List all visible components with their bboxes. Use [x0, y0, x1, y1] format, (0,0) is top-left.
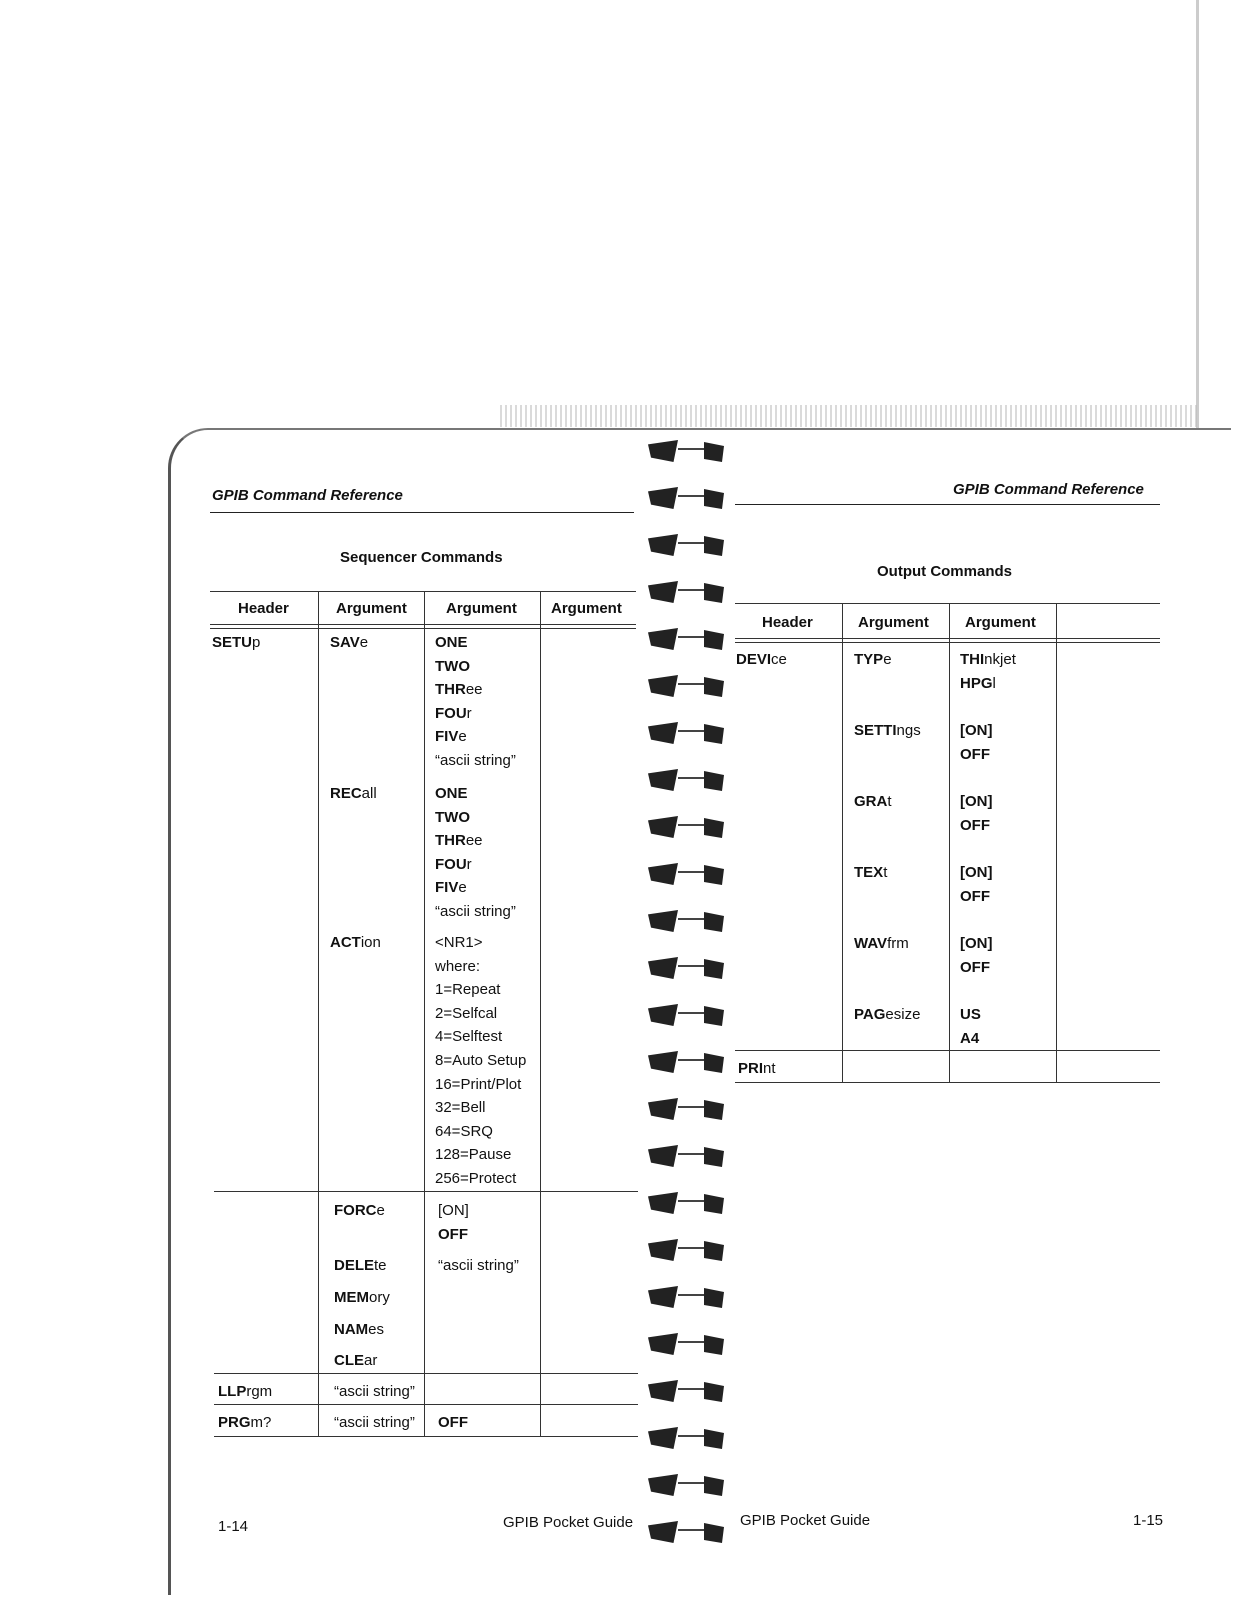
column-header: Header: [762, 614, 813, 631]
argument-value: FOUr: [435, 704, 472, 722]
row-rule: [735, 1050, 1160, 1051]
argument-value: [ON]: [960, 722, 993, 739]
row-argument: TEXt: [854, 864, 888, 881]
column-divider: [1056, 603, 1057, 1083]
argument-value: 2=Selfcal: [435, 1004, 498, 1022]
binding-ring: [648, 855, 738, 893]
binding-ring: [648, 808, 738, 846]
column-divider: [949, 603, 950, 1083]
argument-value: OFF: [960, 958, 990, 976]
row-argument: MEMory: [334, 1289, 390, 1306]
right-section-title: Output Commands: [877, 563, 1012, 580]
argument-value: “ascii string”: [438, 1257, 519, 1274]
binding-ring: [648, 714, 738, 752]
binding-ring: [648, 432, 738, 470]
argument-value: TWO: [435, 657, 470, 675]
column-header: Argument: [336, 600, 407, 617]
binding-ring: [648, 526, 738, 564]
row-argument: CLEar: [334, 1352, 378, 1369]
argument-value: THInkjet: [960, 651, 1016, 668]
column-header: Argument: [551, 600, 622, 617]
row-argument: SETTIngs: [854, 722, 921, 739]
binding-ring: [648, 1043, 738, 1081]
binding-ring: [648, 1278, 738, 1316]
argument-value: [ON]: [960, 864, 993, 881]
argument-value: FIVe: [435, 879, 467, 897]
argument-value: FIVe: [435, 728, 467, 746]
table-top-rule: [210, 591, 636, 592]
right-running-title: GPIB Command Reference: [953, 481, 1144, 498]
left-footer-title: GPIB Pocket Guide: [503, 1514, 634, 1531]
argument-value: OFF: [438, 1225, 468, 1243]
page-edge-shadow: [1196, 0, 1199, 430]
column-header: Argument: [965, 614, 1036, 631]
argument-value: US: [960, 1006, 981, 1023]
binding-ring: [648, 667, 738, 705]
row-argument: RECall: [330, 785, 377, 802]
row-argument: NAMes: [334, 1321, 385, 1338]
right-page-number: 1-15: [1133, 1512, 1164, 1529]
column-header: Argument: [858, 614, 929, 631]
argument-value: ONE: [435, 785, 468, 802]
argument-value: THRee: [435, 681, 483, 699]
right-header-rule: [735, 504, 1160, 505]
column-header: Argument: [446, 600, 517, 617]
binding-ring: [648, 1325, 738, 1363]
argument-value: THRee: [435, 832, 483, 850]
argument-value: where:: [435, 957, 481, 975]
binding-ring: [648, 1513, 738, 1551]
row-rule: [214, 1191, 638, 1192]
row-argument: “ascii string”: [334, 1414, 415, 1431]
row-argument: TYPe: [854, 651, 892, 668]
column-divider: [842, 603, 843, 1083]
argument-value: 256=Protect: [435, 1170, 517, 1187]
argument-value: 8=Auto Setup: [435, 1052, 527, 1069]
argument-value: 32=Bell: [435, 1099, 486, 1117]
argument-value: [ON]: [960, 935, 993, 952]
right-footer-title: GPIB Pocket Guide: [740, 1512, 871, 1529]
row-argument: GRAt: [854, 793, 892, 810]
argument-value: “ascii string”: [435, 903, 516, 920]
column-header: Header: [238, 600, 289, 617]
row-argument: “ascii string”: [334, 1383, 415, 1400]
argument-value: OFF: [438, 1414, 468, 1431]
row-argument: SAVe: [330, 634, 369, 651]
row-header: PRGm?: [218, 1414, 272, 1431]
row-argument: PAGesize: [854, 1006, 921, 1023]
row-header: LLPrgm: [218, 1383, 273, 1400]
left-running-title: GPIB Command Reference: [212, 487, 403, 504]
argument-value: <NR1>: [435, 934, 483, 951]
binding-ring: [648, 1184, 738, 1222]
argument-value: [ON]: [960, 793, 993, 810]
spiral-binding: [648, 432, 738, 1592]
argument-value: OFF: [960, 816, 990, 834]
binding-ring: [648, 1372, 738, 1410]
row-header: PRInt: [738, 1060, 776, 1077]
binding-ring: [648, 902, 738, 940]
row-argument: FORCe: [334, 1202, 385, 1219]
binding-ring: [648, 1419, 738, 1457]
left-section-title: Sequencer Commands: [340, 549, 503, 566]
argument-value: A4: [960, 1029, 980, 1047]
scan-noise: [500, 405, 1200, 427]
row-rule: [214, 1373, 638, 1374]
argument-value: 64=SRQ: [435, 1122, 493, 1140]
binding-ring: [648, 1137, 738, 1175]
argument-value: OFF: [960, 887, 990, 905]
argument-value: 128=Pause: [435, 1146, 512, 1164]
binding-ring: [648, 479, 738, 517]
row-header: SETUp: [212, 634, 261, 651]
argument-value: 1=Repeat: [435, 981, 501, 999]
argument-value: 16=Print/Plot: [435, 1075, 522, 1093]
header-double-rule: [210, 624, 636, 629]
binding-ring: [648, 620, 738, 658]
column-divider: [318, 591, 319, 1436]
binding-ring: [648, 949, 738, 987]
table-top-rule: [735, 603, 1160, 604]
argument-value: 4=Selftest: [435, 1028, 503, 1046]
binding-ring: [648, 1090, 738, 1128]
argument-value: TWO: [435, 808, 470, 826]
row-argument: DELEte: [334, 1257, 387, 1274]
column-divider: [424, 591, 425, 1436]
left-page-number: 1-14: [218, 1518, 249, 1535]
binding-ring: [648, 996, 738, 1034]
row-argument: WAVfrm: [854, 935, 909, 952]
binding-ring: [648, 1466, 738, 1504]
row-rule: [214, 1404, 638, 1405]
argument-value: [ON]: [438, 1202, 469, 1219]
binding-ring: [648, 1231, 738, 1269]
binding-ring: [648, 761, 738, 799]
binding-ring: [648, 573, 738, 611]
argument-value: ONE: [435, 634, 468, 651]
row-header: DEVIce: [736, 651, 787, 668]
row-rule: [214, 1436, 638, 1437]
row-rule: [735, 1082, 1160, 1083]
argument-value: OFF: [960, 745, 990, 763]
header-double-rule: [735, 638, 1160, 643]
left-header-rule: [210, 512, 634, 513]
argument-value: FOUr: [435, 855, 472, 873]
column-divider: [540, 591, 541, 1436]
argument-value: “ascii string”: [435, 752, 516, 769]
argument-value: HPGl: [960, 674, 996, 692]
row-argument: ACTion: [330, 934, 381, 951]
